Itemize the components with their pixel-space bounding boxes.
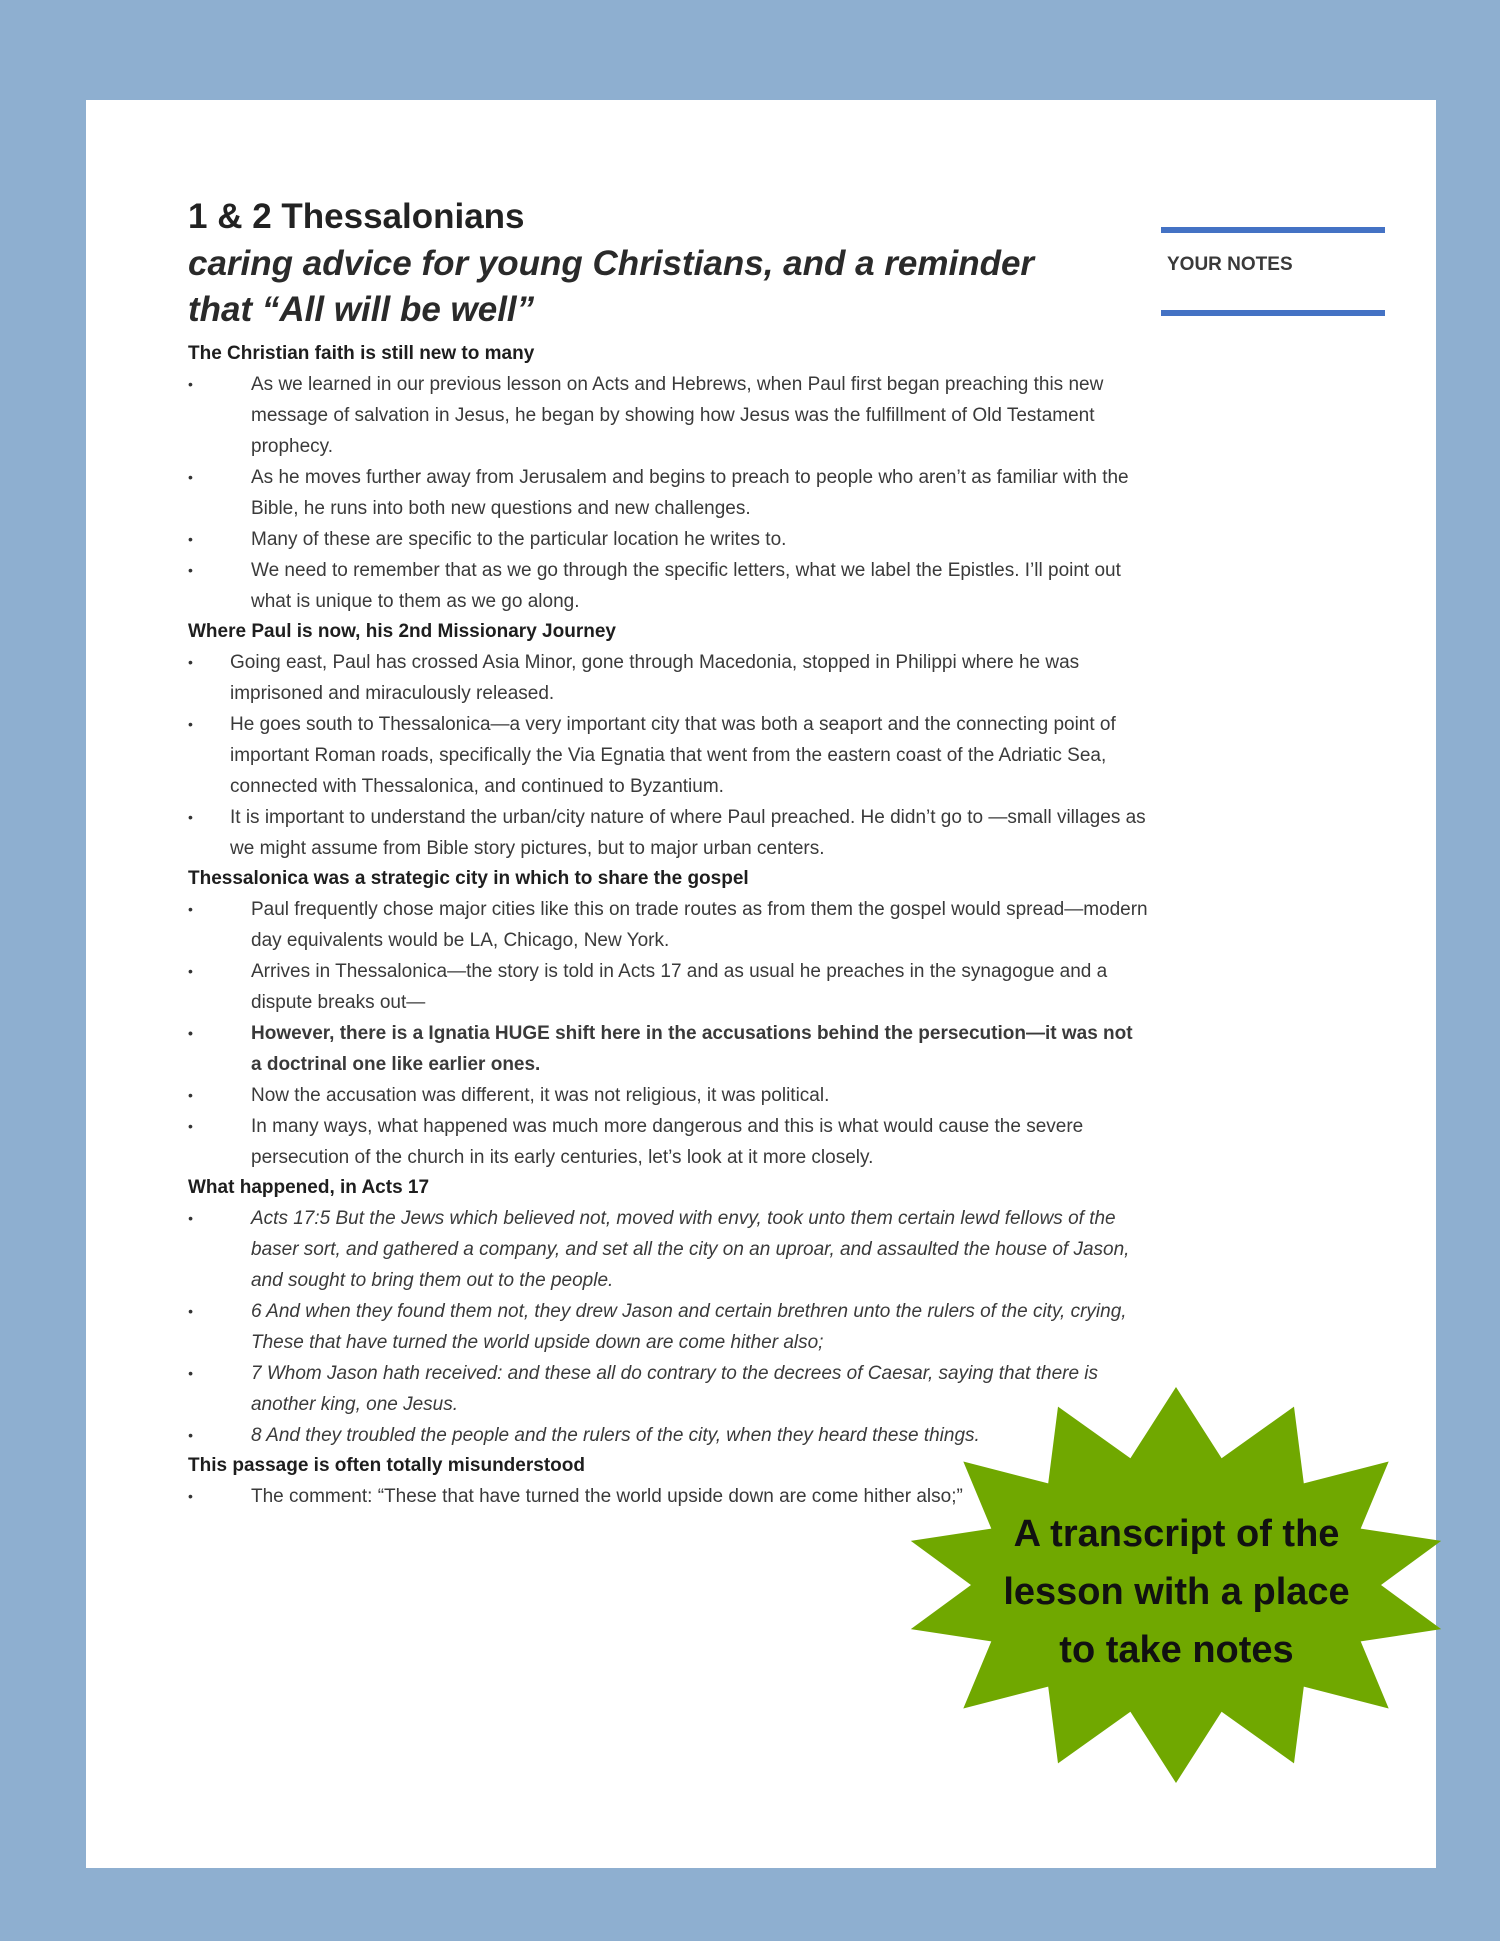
list-item: • Going east, Paul has crossed Asia Minor, gone through Macedonia, stopped in Philippi where he was imprisoned and miraculously released. <box>188 647 1148 709</box>
callout-line: lesson with a place <box>1003 1571 1350 1613</box>
list-item: • Now the accusation was different, it was not religious, it was political. <box>188 1080 1148 1111</box>
document-body <box>188 195 1148 1512</box>
list-item: • The comment: “These that have turned the world upside down are come hither also;” <box>188 1481 1148 1512</box>
callout-text <box>939 1505 1414 1679</box>
list-item: • He goes south to Thessalonica—a very important city that was both a seaport and the connecting point of important Roman roads, specifically the Via Egnatia that went from the eastern coast of the Adriatic Sea, connected with Thessalonica, and continued to Byzantium. <box>188 709 1148 802</box>
bullet-list <box>188 647 1148 864</box>
list-item: • 7 Whom Jason hath received: and these all do contrary to the decrees of Caesar, saying that there is another king, one Jesus. <box>188 1358 1148 1420</box>
notes-bottom-rule <box>1161 310 1385 316</box>
bullet-list <box>188 894 1148 1173</box>
callout-line: A transcript of the <box>1013 1513 1340 1555</box>
section-heading: The Christian faith is still new to many <box>188 343 535 364</box>
list-item: • Many of these are specific to the particular location he writes to. <box>188 524 1148 555</box>
list-item: • It is important to understand the urban/city nature of where Paul preached. He didn’t go to —small villages as we might assume from Bible story pictures, but to major urban centers. <box>188 802 1148 864</box>
notes-label: YOUR NOTES <box>1167 254 1293 275</box>
notes-box <box>1161 227 1385 316</box>
section-heading: This passage is often totally misunderstood <box>188 1455 585 1476</box>
list-item: • In many ways, what happened was much more dangerous and this is what would cause the severe persecution of the church in its early centuries, let’s look at it more closely. <box>188 1111 1148 1173</box>
page-subtitle: caring advice for young Christians, and a reminder that “All will be well” <box>188 244 1035 329</box>
list-item: • 6 And when they found them not, they drew Jason and certain brethren unto the rulers of the city, crying, These that have turned the world upside down are come hither also; <box>188 1296 1148 1358</box>
list-item: • As he moves further away from Jerusalem and begins to preach to people who aren’t as familiar with the Bible, he runs into both new questions and new challenges. <box>188 462 1148 524</box>
callout-line: to take notes <box>1059 1629 1294 1671</box>
page-title: 1 & 2 Thessalonians <box>188 197 525 236</box>
callout-starburst <box>899 1385 1454 1785</box>
list-item: • 8 And they troubled the people and the rulers of the city, when they heard these things. <box>188 1420 1148 1451</box>
section-heading: Where Paul is now, his 2nd Missionary Journey <box>188 621 616 642</box>
bullet-list <box>188 369 1148 617</box>
list-item: • We need to remember that as we go through the specific letters, what we label the Epistles. I’ll point out what is unique to them as we go along. <box>188 555 1148 617</box>
list-item: • Paul frequently chose major cities like this on trade routes as from them the gospel would spread—modern day equivalents would be LA, Chicago, New York. <box>188 894 1148 956</box>
list-item: • Arrives in Thessalonica—the story is told in Acts 17 and as usual he preaches in the synagogue and a dispute breaks out— <box>188 956 1148 1018</box>
section-heading: What happened, in Acts 17 <box>188 1177 430 1198</box>
section-heading: Thessalonica was a strategic city in which to share the gospel <box>188 868 749 889</box>
list-item: • As we learned in our previous lesson on Acts and Hebrews, when Paul first began preaching this new message of salvation in Jesus, he began by showing how Jesus was the fulfillment of Old Testament prophecy. <box>188 369 1148 462</box>
list-item: • However, there is a Ignatia HUGE shift here in the accusations behind the persecution—it was not a doctrinal one like earlier ones. <box>188 1018 1148 1080</box>
list-item: • Acts 17:5 But the Jews which believed not, moved with envy, took unto them certain lewd fellows of the baser sort, and gathered a company, and set all the city on an uproar, and assaulted the house of Jason, and sought to bring them out to the people. <box>188 1203 1148 1296</box>
